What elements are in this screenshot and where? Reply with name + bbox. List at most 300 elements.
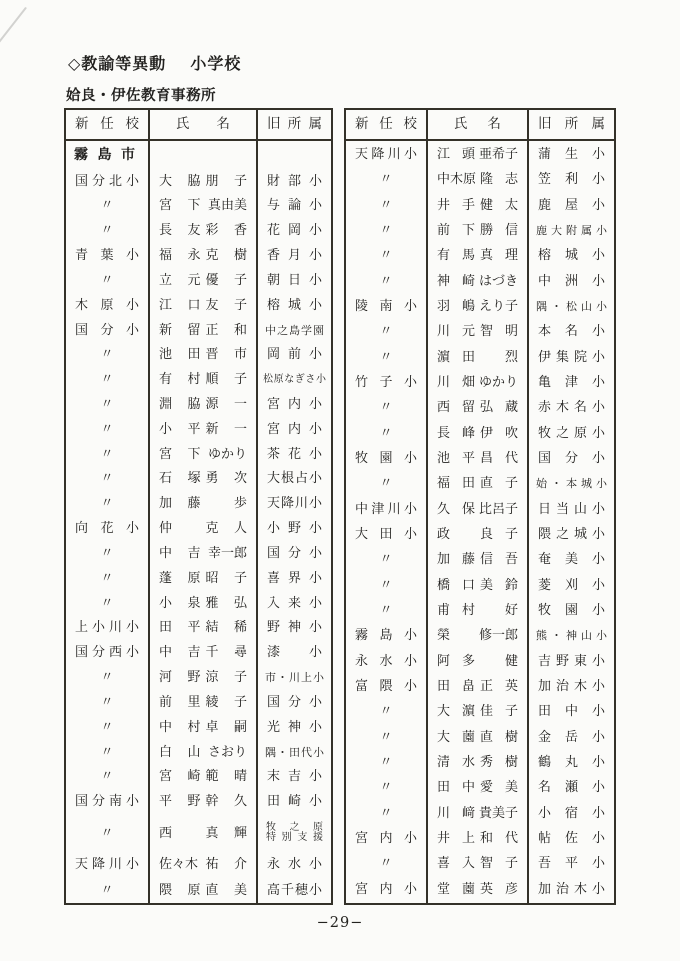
- section-row: [65, 140, 332, 169]
- family-name: 長 峰: [437, 425, 475, 441]
- name-cell: [427, 573, 528, 598]
- school-name: 牧 園 小: [355, 451, 417, 467]
- old-school-name: 野 神 小: [267, 620, 322, 636]
- ditto-mark: 〃: [100, 347, 114, 363]
- person-name: [150, 299, 256, 312]
- old-school-cell: [528, 167, 615, 192]
- person-name: [150, 249, 256, 262]
- new-school-cell: [65, 467, 149, 492]
- ditto-mark: 〃: [379, 603, 393, 619]
- ditto-mark: 〃: [100, 719, 114, 735]
- table-row: [345, 370, 615, 395]
- table-row: [65, 789, 332, 814]
- old-school-cell: [257, 318, 332, 343]
- table-row: [345, 826, 615, 851]
- new-school-cell: [65, 640, 149, 665]
- old-school-name: 伊 集 院 小: [538, 349, 605, 365]
- office-subtitle: 姶良・伊佐教育事務所: [66, 88, 216, 104]
- given-name: 克 樹: [205, 248, 247, 264]
- old-school-name: 松 原 な ぎ さ 小: [263, 373, 326, 385]
- name-cell: [427, 851, 528, 876]
- person-name: [428, 351, 527, 364]
- school-name: 陵 南 小: [355, 299, 417, 315]
- table-row: [345, 497, 615, 522]
- given-name: 健: [504, 653, 518, 669]
- table-row: [345, 800, 615, 825]
- family-name: 蓬 原: [159, 570, 201, 586]
- name-cell: [149, 243, 257, 268]
- family-name: 淵 脇: [159, 397, 201, 412]
- old-school-name: 永 水 小: [267, 857, 322, 873]
- name-cell: [427, 699, 528, 724]
- ditto-mark: 〃: [379, 425, 393, 441]
- given-name: 秀 樹: [480, 754, 518, 770]
- new-school-cell: [65, 193, 149, 218]
- name-cell: [149, 852, 257, 877]
- family-name: 西: [159, 825, 173, 841]
- table-row: [65, 877, 332, 904]
- ditto-mark: 〃: [100, 825, 114, 841]
- ditto-mark: 〃: [379, 223, 393, 239]
- given-name: 晋 市: [205, 347, 247, 363]
- new-school-cell: [65, 616, 149, 641]
- new-school-cell: [345, 674, 427, 699]
- name-cell: [149, 591, 257, 616]
- table-row: [65, 268, 332, 293]
- given-name: 貴 美 子: [478, 805, 518, 821]
- table-row: [65, 193, 332, 218]
- ditto-mark: 〃: [100, 545, 114, 561]
- name-cell: [427, 775, 528, 800]
- given-name: 源 一: [205, 397, 247, 412]
- school-name: 中 津 川 小: [355, 501, 417, 517]
- table-row: [345, 750, 615, 775]
- old-school-cell: [257, 367, 332, 392]
- new-school-cell: [65, 566, 149, 591]
- given-name: 和 代: [480, 830, 518, 846]
- old-school-cell: [528, 674, 615, 699]
- old-school-cell: [257, 491, 332, 516]
- name-cell: [427, 218, 528, 243]
- old-school-cell: [257, 591, 332, 616]
- person-name: [428, 705, 527, 718]
- given-name: さ お り: [207, 744, 247, 760]
- new-school-cell: [345, 623, 427, 648]
- given-name: 智 子: [480, 856, 518, 872]
- new-school-cell: [65, 541, 149, 566]
- table-row: [65, 342, 332, 367]
- name-cell: [149, 616, 257, 641]
- ditto-mark: 〃: [379, 400, 393, 416]
- table-row: [65, 417, 332, 442]
- table-row: [345, 725, 615, 750]
- old-school-name: 田 中 小: [538, 704, 605, 720]
- old-school-name: 始 ・ 本 城 小: [536, 477, 607, 491]
- ditto-mark: 〃: [379, 172, 393, 188]
- table-row: [65, 243, 332, 268]
- family-name: 羽 嶋: [437, 299, 475, 315]
- old-school-cell: [528, 573, 615, 598]
- given-name: 結 稀: [205, 620, 247, 636]
- old-school-cell: [528, 598, 615, 623]
- family-name: 井 上: [437, 830, 475, 846]
- person-name: [150, 572, 256, 585]
- table-header-row: [345, 109, 615, 140]
- new-school-cell: [65, 268, 149, 293]
- new-school-cell: [65, 491, 149, 516]
- old-school-name: 熊 ・ 神 山 小: [536, 629, 607, 643]
- old-school-cell: [528, 699, 615, 724]
- old-school-name: 名 瀬 小: [538, 780, 605, 796]
- table-row: [345, 345, 615, 370]
- name-cell: [149, 367, 257, 392]
- new-school-cell: [65, 740, 149, 765]
- family-name: 隈 原: [159, 882, 201, 898]
- person-name: [150, 827, 256, 840]
- person-name: [150, 746, 256, 759]
- old-school-cell: [257, 442, 332, 467]
- old-school-cell: [528, 775, 615, 800]
- table-row: [65, 566, 332, 591]
- family-name: 川 﨑: [437, 805, 475, 821]
- family-name: 池 平: [437, 451, 475, 467]
- family-name: 平 野: [159, 794, 201, 810]
- person-name: [428, 528, 527, 541]
- family-name: 前 下: [437, 223, 475, 239]
- new-school-cell: [345, 775, 427, 800]
- person-name: [150, 423, 256, 436]
- old-school-cell: [257, 467, 332, 492]
- new-school-cell: [65, 852, 149, 877]
- col-header-new-school: 新 任 校: [75, 115, 139, 132]
- old-school-name: 岡 前 小: [267, 347, 322, 363]
- given-name: 千 尋: [205, 645, 247, 661]
- new-school-cell: [345, 167, 427, 192]
- old-school-cell: [528, 547, 615, 572]
- table-row: [65, 640, 332, 665]
- table-row: [345, 218, 615, 243]
- old-school-cell: [257, 715, 332, 740]
- given-name: 隆 志: [480, 172, 518, 188]
- old-school-name: 喜 界 小: [267, 570, 322, 586]
- old-school-name: 牧 之 原 小: [538, 425, 605, 441]
- family-name: 加 藤: [437, 552, 475, 568]
- old-school-name: 帖 佐 小: [538, 830, 605, 846]
- person-name: [428, 680, 527, 693]
- old-school-cell: [528, 345, 615, 370]
- family-name: 小 泉: [159, 595, 201, 611]
- name-cell: [427, 294, 528, 319]
- family-name: 河 野: [159, 670, 201, 686]
- given-name: 雅 弘: [205, 595, 247, 611]
- old-school-cell: [528, 218, 615, 243]
- new-school-cell: [345, 421, 427, 446]
- old-school-name: 牧 之 原 特 別 支 援: [266, 822, 323, 844]
- page-title-main: ◇教諭等異動: [68, 54, 167, 73]
- table-row: [65, 516, 332, 541]
- old-school-name: 高 千 穂 小: [267, 882, 322, 898]
- name-cell: [149, 342, 257, 367]
- new-school-cell: [65, 342, 149, 367]
- family-name: 立 元: [159, 272, 201, 288]
- family-name: 堂 薗: [437, 882, 475, 898]
- ditto-mark: 〃: [379, 197, 393, 213]
- transfer-table-right: [344, 108, 616, 905]
- person-name: [150, 199, 256, 212]
- old-school-name: 加 治 木 小: [538, 679, 605, 694]
- given-name: 英 彦: [480, 882, 518, 898]
- table-row: [345, 851, 615, 876]
- given-name: 勝 信: [480, 223, 518, 239]
- table-row: [345, 522, 615, 547]
- given-name: 新 一: [205, 421, 247, 437]
- person-name: [150, 671, 256, 684]
- table-row: [345, 421, 615, 446]
- new-school-cell: [345, 522, 427, 547]
- name-cell: [149, 218, 257, 243]
- old-school-name: 隅 ・ 松 山 小: [536, 300, 607, 314]
- family-name: 田 中: [437, 780, 475, 796]
- table-row: [345, 269, 615, 294]
- person-name: [150, 224, 256, 237]
- old-school-name: 国 分 小: [538, 451, 605, 467]
- new-school-cell: [65, 442, 149, 467]
- old-school-cell: [528, 497, 615, 522]
- table-row: [345, 598, 615, 623]
- family-name: 宮 崎: [159, 769, 201, 785]
- old-school-name: 国 分 小: [267, 694, 322, 710]
- family-name: 小 平: [159, 421, 201, 437]
- old-school-cell: [257, 877, 332, 904]
- family-name: 濵 田: [437, 349, 475, 365]
- new-school-cell: [345, 471, 427, 496]
- ditto-mark: 〃: [100, 198, 114, 214]
- new-school-cell: [65, 877, 149, 904]
- name-cell: [149, 789, 257, 814]
- name-cell: [149, 491, 257, 516]
- new-school-cell: [345, 876, 427, 904]
- old-school-name: 榕 城 小: [538, 248, 605, 264]
- given-name: 比 呂 子: [478, 501, 518, 517]
- old-school-cell: [528, 140, 615, 167]
- name-cell: [427, 674, 528, 699]
- name-cell: [149, 293, 257, 318]
- ditto-mark: 〃: [100, 496, 114, 512]
- old-school-cell: [257, 140, 332, 169]
- new-school-cell: [345, 649, 427, 674]
- given-name: 智 明: [480, 324, 518, 340]
- ditto-mark: 〃: [379, 476, 393, 492]
- family-name: 中 村: [159, 719, 201, 735]
- old-school-name: 金 岳 小: [538, 729, 605, 745]
- ditto-mark: 〃: [379, 273, 393, 289]
- family-name: 佐 々 木: [159, 857, 199, 873]
- old-school-name: 吾 平 小: [538, 856, 605, 872]
- name-cell: [149, 193, 257, 218]
- ditto-mark: 〃: [379, 552, 393, 568]
- family-name: 中 吉: [159, 545, 201, 561]
- table-row: [65, 318, 332, 343]
- table-row: [345, 243, 615, 268]
- given-name: 美 鈴: [480, 577, 518, 593]
- table-row: [65, 541, 332, 566]
- table-row: [65, 616, 332, 641]
- table-row: [65, 491, 332, 516]
- new-school-cell: [65, 516, 149, 541]
- person-name: [428, 807, 527, 820]
- table-row: [65, 740, 332, 765]
- old-school-cell: [257, 169, 332, 194]
- family-name: 江 口: [159, 297, 201, 313]
- name-cell: [427, 140, 528, 167]
- person-name: [150, 472, 256, 485]
- col-header-old-school: 旧 所 属: [267, 115, 322, 132]
- old-school-cell: [528, 800, 615, 825]
- family-name: 田 平: [159, 620, 201, 636]
- given-name: 直 子: [480, 476, 518, 492]
- old-school-name: 市 ・ 川 上 小: [265, 671, 324, 685]
- table-row: [65, 467, 332, 492]
- old-school-cell: [528, 370, 615, 395]
- given-name: 真 由 美: [207, 198, 247, 214]
- family-name: 橋 口: [437, 577, 475, 593]
- old-school-name: 香 月 小: [267, 248, 322, 264]
- old-school-name: 花 岡 小: [267, 223, 322, 239]
- person-name: [150, 324, 256, 337]
- name-cell: [427, 446, 528, 471]
- old-school-cell: [528, 243, 615, 268]
- new-school-cell: [65, 765, 149, 790]
- given-name: 弘 蔵: [480, 400, 518, 416]
- family-name: 西 留: [437, 400, 475, 416]
- old-school-cell: [528, 725, 615, 750]
- table-row: [345, 471, 615, 496]
- table-row: [345, 294, 615, 319]
- family-name: 川 元: [437, 324, 475, 340]
- old-school-cell: [528, 395, 615, 420]
- given-name: 昭 子: [205, 570, 247, 586]
- new-school-cell: [345, 699, 427, 724]
- family-name: 阿 多: [437, 653, 475, 669]
- old-school-cell: [257, 665, 332, 690]
- old-school-name: 宮 内 小: [267, 397, 322, 412]
- name-cell: [427, 269, 528, 294]
- table-row: [65, 218, 332, 243]
- new-school-cell: [345, 193, 427, 218]
- table-row: [65, 591, 332, 616]
- given-name: 朋 子: [205, 173, 247, 189]
- new-school-cell: [345, 395, 427, 420]
- col-header-new-school: 新 任 校: [355, 115, 417, 132]
- person-name: [428, 756, 527, 769]
- old-school-cell: [257, 392, 332, 417]
- page-number: −29−: [316, 915, 364, 931]
- given-name: ゆ か り: [207, 446, 247, 462]
- col-header-name: 氏 名: [176, 115, 230, 132]
- old-school-name: 鹿 屋 小: [538, 197, 605, 213]
- page-title: [68, 51, 241, 74]
- given-name: 幸 一 郎: [207, 545, 247, 561]
- family-name: 神 崎: [437, 273, 475, 289]
- new-school-cell: [345, 826, 427, 851]
- old-school-cell: [257, 243, 332, 268]
- person-name: [428, 224, 527, 237]
- name-cell: [427, 522, 528, 547]
- table-row: [65, 392, 332, 417]
- name-cell: [149, 442, 257, 467]
- table-row: [65, 852, 332, 877]
- table-row: [345, 395, 615, 420]
- transfer-tables: [64, 108, 616, 905]
- old-school-name: 蒲 生 小: [538, 146, 605, 162]
- new-school-cell: [65, 814, 149, 852]
- old-school-name: 財 部 小: [267, 173, 322, 189]
- old-school-cell: [257, 193, 332, 218]
- name-cell: [149, 814, 257, 852]
- new-school-cell: [345, 269, 427, 294]
- family-name: 池 田: [159, 347, 201, 363]
- name-cell: [149, 640, 257, 665]
- ditto-mark: 〃: [100, 397, 114, 412]
- given-name: 正 英: [480, 679, 518, 694]
- name-cell: [427, 345, 528, 370]
- name-cell: [149, 715, 257, 740]
- new-school-cell: [65, 665, 149, 690]
- person-name: [428, 427, 527, 440]
- ditto-mark: 〃: [100, 694, 114, 710]
- old-school-cell: [528, 750, 615, 775]
- old-school-name: 宮 内 小: [267, 421, 322, 437]
- family-name: 加 藤: [159, 496, 201, 512]
- name-cell: [149, 140, 257, 169]
- ditto-mark: 〃: [379, 577, 393, 593]
- old-school-name: 鹿 大 附 属 小: [536, 224, 607, 238]
- table-row: [345, 167, 615, 192]
- old-school-name: 大 根 占 小: [267, 471, 322, 487]
- table-row: [345, 319, 615, 344]
- person-name: [428, 503, 527, 516]
- family-name: 甫 村: [437, 603, 475, 619]
- family-name: 仲: [159, 521, 173, 537]
- old-school-cell: [257, 789, 332, 814]
- person-name: [428, 655, 527, 668]
- ditto-mark: 〃: [379, 349, 393, 365]
- name-cell: [149, 392, 257, 417]
- name-cell: [149, 566, 257, 591]
- col-header-name: 氏 名: [454, 115, 501, 132]
- given-name: 勇 次: [205, 471, 247, 487]
- table-row: [65, 690, 332, 715]
- family-name: 中 木 原: [437, 172, 477, 188]
- person-name: [428, 325, 527, 338]
- ditto-mark: 〃: [100, 670, 114, 686]
- old-school-name: 小 宿 小: [538, 805, 605, 821]
- given-name: 修 一 郎: [478, 628, 518, 644]
- ditto-mark: 〃: [100, 744, 114, 760]
- person-name: [428, 553, 527, 566]
- old-school-cell: [257, 516, 332, 541]
- table-row: [65, 814, 332, 852]
- new-school-cell: [345, 370, 427, 395]
- new-school-cell: [345, 725, 427, 750]
- name-cell: [427, 876, 528, 904]
- ditto-mark: 〃: [100, 570, 114, 586]
- ditto-mark: 〃: [379, 754, 393, 770]
- person-name: [428, 173, 527, 186]
- person-name: [428, 629, 527, 642]
- new-school-cell: [65, 218, 149, 243]
- old-school-name: 中 之 島 学 園: [265, 323, 324, 337]
